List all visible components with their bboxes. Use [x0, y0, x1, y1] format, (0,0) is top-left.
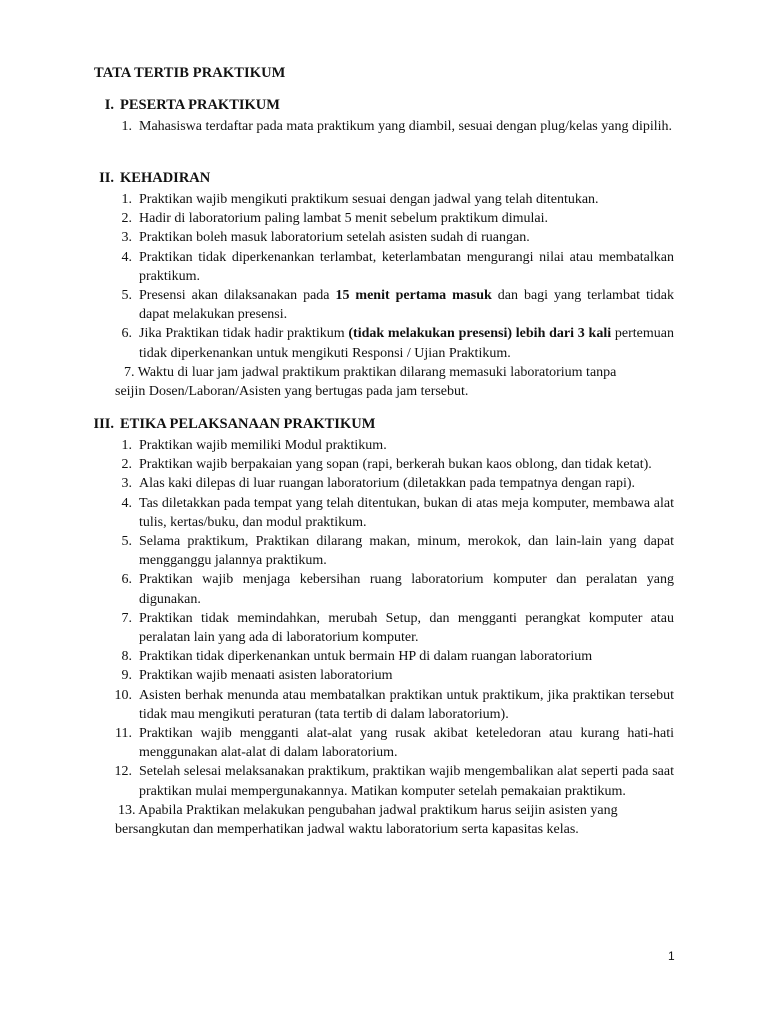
item-number: 3. [121, 476, 132, 492]
list-item [0, 724, 768, 762]
item-text: Alas kaki dilepas di luar ruangan laboratorium (diletakkan pada tempatnya dengan rapi). [139, 476, 636, 492]
item-text-bold: (tidak melakukan presensi) lebih dari 3 kali [348, 326, 612, 342]
item-text-bold: 15 menit pertama masuk [335, 288, 492, 304]
item-text-post: pertemuan tidak diperkenankan untuk mengikuti Responsi / Ujian Praktikum. [139, 326, 674, 361]
list-item [0, 570, 768, 608]
section-title: PESERTA PRAKTIKUM [120, 97, 280, 113]
item-text-first: Waktu di luar jam jadwal praktikum praktikan dilarang memasuki laboratorium tanpa [137, 364, 617, 380]
item-text: Tas diletakkan pada tempat yang telah ditentukan, bukan di atas meja komputer, membawa alat tulis, kertas/buku, dan modul praktikum. [139, 495, 674, 530]
item-text-continued: bersangkutan dan memperhatikan jadwal waktu laboratorium serta kapasitas kelas. [115, 822, 579, 838]
item-number: 7. [124, 364, 135, 380]
list-item [0, 248, 768, 286]
item-text-first: Apabila Praktikan melakukan pengubahan jadwal praktikum harus seijin asisten yang [138, 802, 618, 818]
list-item [0, 286, 768, 324]
item-number: 13. [118, 802, 136, 818]
item-text: Praktikan tidak diperkenankan untuk bermain HP di dalam ruangan laboratorium [139, 649, 593, 665]
item-number: 1. [121, 438, 132, 453]
list-item [0, 363, 768, 401]
section-heading [0, 170, 768, 190]
section-peserta [0, 97, 768, 136]
list-item [0, 532, 768, 570]
item-text: Setelah selesai melaksanakan praktikum, praktikan wajib mengembalikan alat seperti pada saat praktikan mulai mempergunakannya. Matikan komputer setelah pemakaian praktikum. [139, 764, 674, 799]
item-number: 6. [121, 572, 132, 588]
item-number: 6. [121, 326, 132, 342]
item-text: Mahasiswa terdaftar pada mata praktikum yang diambil, sesuai dengan plug/kelas yang dipilih. [139, 119, 673, 134]
item-number: 1. [121, 192, 132, 207]
list-item [0, 455, 768, 474]
list-item [0, 801, 768, 839]
section-heading [0, 97, 768, 117]
list-item [0, 436, 768, 455]
list-item [0, 117, 768, 136]
page-number: 1 [668, 949, 675, 963]
item-number: 12. [114, 764, 132, 780]
list-item [0, 686, 768, 724]
item-text: Praktikan wajib berpakaian yang sopan (rapi, berkerah bukan kaos oblong, dan tidak ketat). [139, 457, 652, 473]
item-number: 3. [121, 230, 132, 246]
item-number: 1. [121, 119, 132, 134]
list-item [0, 474, 768, 493]
section-number: III. [93, 416, 114, 432]
item-text: Praktikan boleh masuk laboratorium setelah asisten sudah di ruangan. [139, 230, 530, 246]
section-title: ETIKA PELAKSANAAN PRAKTIKUM [120, 416, 376, 432]
list-item [0, 762, 768, 800]
item-number: 4. [121, 249, 132, 265]
document-title: TATA TERTIB PRAKTIKUM [94, 65, 286, 81]
section-heading [0, 416, 768, 436]
list-item [0, 609, 768, 647]
item-text [124, 363, 684, 382]
item-text: Selama praktikum, Praktikan dilarang makan, minum, merokok, dan lain-lain yang dapat mengganggu jalannya praktikum. [139, 534, 674, 569]
section-kehadiran [0, 170, 768, 401]
item-text [139, 286, 674, 324]
item-text-pre: Presensi akan dilaksanakan pada [139, 288, 336, 304]
list-item [0, 647, 768, 666]
section-number: I. [104, 97, 114, 113]
item-text [139, 324, 674, 362]
item-text-continued: seijin Dosen/Laboran/Asisten yang bertugas pada jam tersebut. [115, 384, 469, 400]
list-item [0, 666, 768, 685]
item-text: Hadir di laboratorium paling lambat 5 menit sebelum praktikum dimulai. [139, 211, 549, 227]
item-number: 2. [121, 457, 132, 473]
item-number: 8. [121, 649, 132, 665]
section-title: KEHADIRAN [120, 170, 211, 186]
item-number: 5. [121, 534, 132, 550]
list-item [0, 324, 768, 362]
item-number: 7. [121, 610, 132, 626]
item-text [118, 801, 678, 820]
list-item [0, 228, 768, 247]
item-text: Praktikan wajib mengganti alat-alat yang rusak akibat keteledoran atau kurang hati-hati menggunakan alat-alat di dalam laboratorium. [139, 726, 674, 761]
item-text: Praktikan wajib memiliki Modul praktikum. [139, 438, 387, 453]
item-text: Praktikan wajib menaati asisten laboratorium [139, 668, 393, 684]
item-text-pre: Jika Praktikan tidak hadir praktikum [139, 326, 349, 342]
item-number: 2. [121, 211, 132, 227]
item-text-post: dan bagi yang terlambat tidak dapat melakukan presensi. [139, 288, 675, 323]
list-item [0, 190, 768, 209]
list-item [0, 494, 768, 532]
item-number: 4. [121, 495, 132, 511]
section-etika [0, 416, 768, 839]
item-text: Praktikan wajib menjaga kebersihan ruang laboratorium komputer dan peralatan yang digunakan. [139, 572, 674, 607]
list-item [0, 209, 768, 228]
section-number: II. [99, 170, 114, 186]
item-number: 5. [121, 288, 132, 304]
item-text: Praktikan tidak memindahkan, merubah Setup, dan mengganti perangkat komputer atau peralatan lain yang ada di laboratorium komputer. [139, 610, 674, 646]
item-number: 11. [115, 726, 132, 742]
item-text: Asisten berhak menunda atau membatalkan praktikan untuk praktikum, jika praktikan tersebut tidak mau mengikuti peraturan (tata tertib di dalam laboratorium). [139, 687, 674, 722]
item-text: Praktikan wajib mengikuti praktikum sesuai dengan jadwal yang telah ditentukan. [139, 192, 599, 207]
item-number: 9. [121, 668, 132, 684]
item-text: Praktikan tidak diperkenankan terlambat, keterlambatan mengurangi nilai atau membatalkan praktikum. [139, 249, 674, 284]
item-number: 10. [114, 687, 132, 703]
